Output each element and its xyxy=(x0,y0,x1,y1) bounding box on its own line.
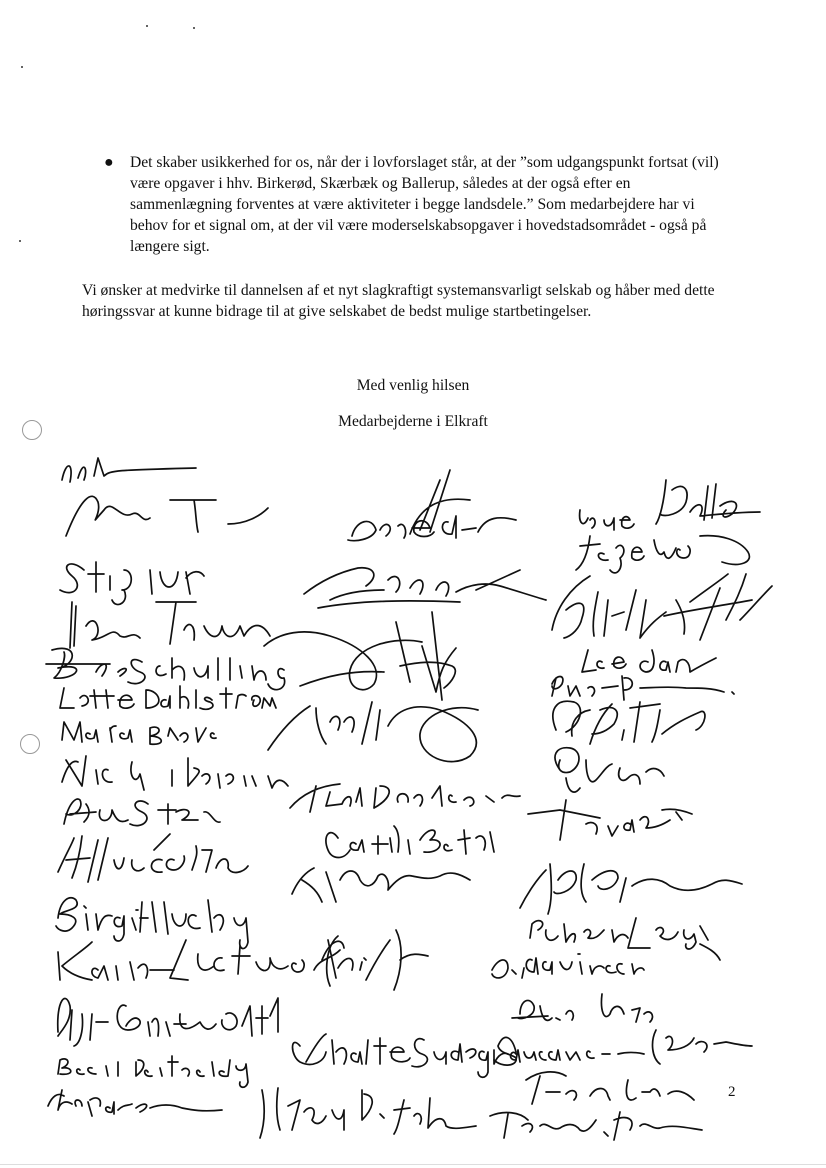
signature xyxy=(526,1072,694,1104)
signature xyxy=(62,458,196,482)
signature xyxy=(576,536,749,573)
scan-speck xyxy=(193,27,195,29)
signature xyxy=(58,1056,248,1087)
page-number: 2 xyxy=(728,1084,736,1100)
signature xyxy=(555,748,664,792)
signature xyxy=(46,648,285,689)
closing-paragraph: Vi ønsker at medvirke til dannelsen af et nyt slagkraftigt systemansvarligt selskab og håber med dette høringssvar at kunne bidrage til at give selskabet de bedst mulige startbetingelser. xyxy=(82,282,715,320)
signature xyxy=(512,994,652,1022)
signature xyxy=(552,574,772,640)
signature xyxy=(62,756,288,790)
handwritten-signatures xyxy=(0,440,826,1160)
punch-hole-icon xyxy=(22,420,42,440)
signature xyxy=(530,918,720,960)
signature xyxy=(290,784,520,812)
signature xyxy=(292,868,470,902)
signature xyxy=(553,701,705,744)
signature xyxy=(492,954,644,978)
signature xyxy=(60,562,204,605)
signature xyxy=(56,898,248,949)
signature xyxy=(62,722,216,744)
signature xyxy=(260,1088,476,1138)
signature xyxy=(490,1112,702,1140)
signature xyxy=(60,686,276,709)
signature xyxy=(326,826,494,858)
bullet-dot-icon: ● xyxy=(104,154,114,171)
signature xyxy=(520,864,742,914)
signature xyxy=(582,650,716,672)
signature xyxy=(264,612,456,700)
signature xyxy=(64,799,220,826)
bullet-text: Det skaber usikkerhed for os, når der i lovforslaget står, at der ”som udgangspunkt fortsat (vil) være opgaver i hhv. Birkerød, Skærbæk og Ballerup, således at der også efter en sammenlægning forventes at være aktiviteter i begge landsdele.” Som medarbejdere har vi behov for et signal om, at der vil være moderselskabsopgaver i hovedstadsområdet - også på længere sigt. xyxy=(130,154,719,255)
signature xyxy=(293,1034,521,1077)
scan-speck xyxy=(21,66,23,68)
signer-line: Medarbejderne i Elkraft xyxy=(338,413,488,430)
scan-speck xyxy=(146,25,148,27)
signature xyxy=(58,998,278,1046)
scan-speck xyxy=(19,240,21,242)
signature xyxy=(580,480,760,530)
signature xyxy=(66,496,268,536)
signature xyxy=(348,470,516,541)
signature xyxy=(322,930,428,990)
signature xyxy=(528,800,692,840)
signature xyxy=(58,834,248,882)
signature xyxy=(48,1090,222,1116)
signature xyxy=(494,1030,752,1065)
page-bottom-edge xyxy=(0,1164,826,1165)
signature xyxy=(70,602,270,648)
greeting: Med venlig hilsen xyxy=(356,377,470,394)
signature xyxy=(552,676,734,700)
signature xyxy=(268,702,478,762)
bullet-point xyxy=(104,152,734,257)
signature xyxy=(304,568,546,608)
signature xyxy=(58,940,340,980)
